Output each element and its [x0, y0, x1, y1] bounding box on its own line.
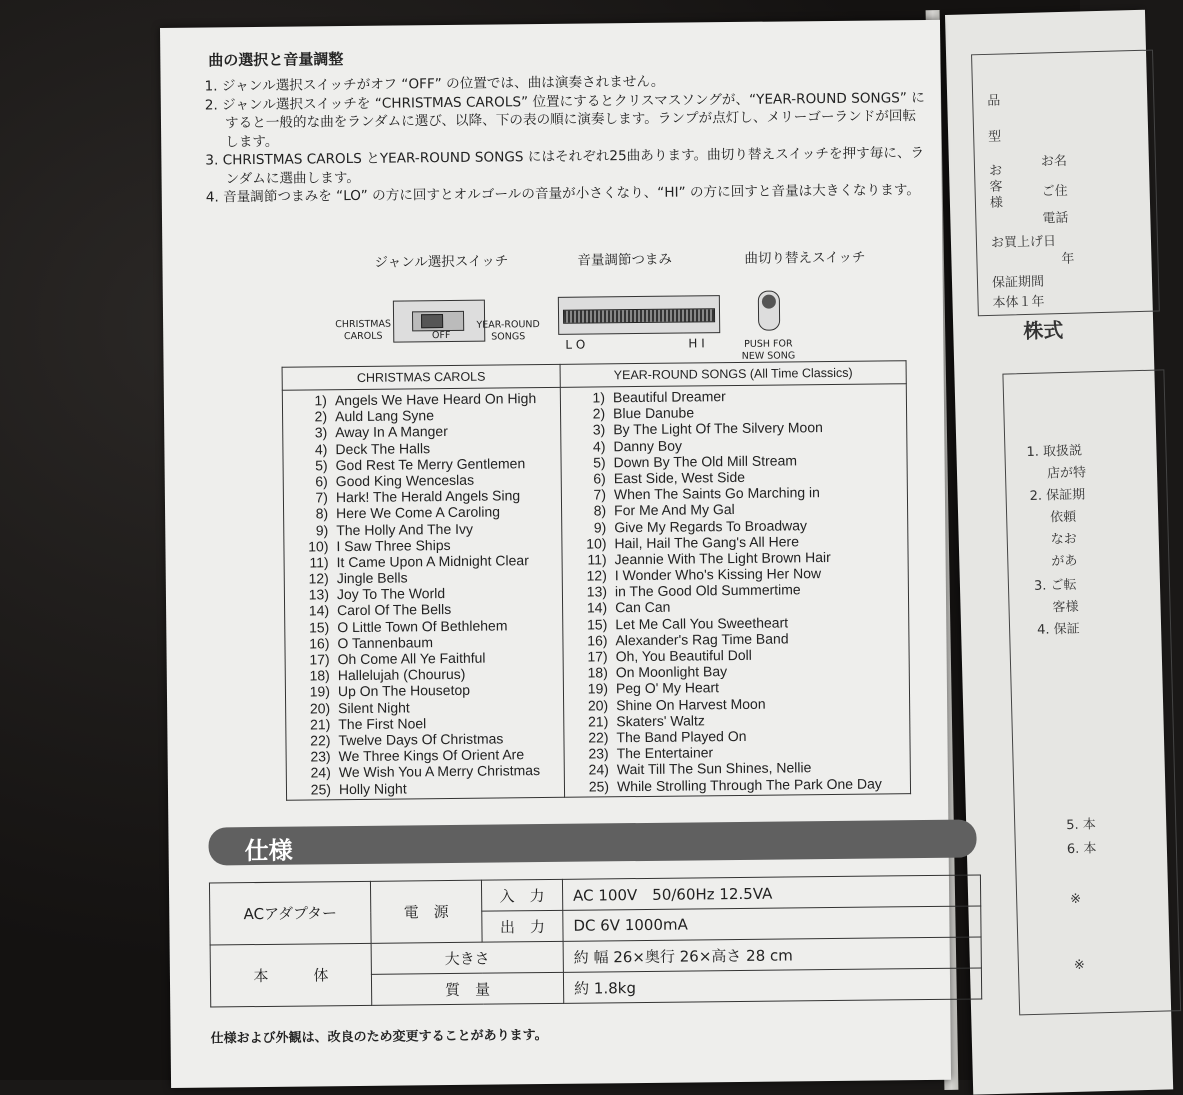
song-number: 24) [588, 761, 609, 778]
song-number: 15) [586, 615, 608, 633]
song-title: Can Can [615, 599, 671, 616]
right-label-1: 品 [987, 93, 1001, 109]
right-term-8: 客様 [1052, 599, 1079, 616]
right-label-5: ご住 [1041, 183, 1068, 200]
instruction-2: 2. ジャンル選択スイッチを “CHRISTMAS CAROLS” 位置にするとクリスマスソングが、“YEAR-ROUND SONGS” にすると一般的な曲をランダムに選び、以降、下の表の順に演奏します。ランプが点灯し、メリーゴーランドが回転します。 [204, 89, 925, 150]
song-number: 22) [588, 729, 609, 746]
right-term-4: 依頼 [1050, 509, 1077, 526]
song-title: Blue Danube [613, 404, 695, 422]
right-term-5: なお [1050, 531, 1077, 548]
song-title: Twelve Days Of Christmas [338, 730, 504, 749]
song-title: Joy To The World [336, 585, 446, 603]
right-term-3: 2. 保証期 [1029, 487, 1086, 504]
song-number: 19) [587, 680, 609, 697]
right-label-7: お買上げ日 [990, 234, 1057, 251]
spec-output-value: DC 6V 1000mA [563, 906, 981, 941]
right-label-10: 本体１年 [992, 294, 1045, 311]
song-title: When The Saints Go Marching in [613, 484, 820, 503]
push-button-dot [762, 295, 776, 309]
song-number: 12) [308, 570, 329, 587]
instruction-1: 1. ジャンル選択スイッチがオフ “OFF” の位置では、曲は演奏されません。 [204, 73, 665, 95]
spec-adapter: ACアダプター [209, 881, 371, 945]
song-table [282, 360, 912, 800]
song-title: Deck The Halls [335, 439, 431, 457]
right-label-8: 年 [1061, 251, 1075, 268]
song-title: Hail, Hail The Gang's All Here [614, 533, 800, 551]
song-title: While Strolling Through The Park One Day [616, 774, 882, 794]
volume-lo-label: L O [565, 337, 586, 352]
song-title: O Tannenbaum [337, 633, 434, 651]
pos-year-label: YEAR-ROUND SONGS [476, 319, 540, 343]
song-title: The Band Played On [616, 727, 747, 746]
pos-off-label: OFF [431, 329, 451, 342]
song-title: Holly Night [338, 779, 407, 797]
song-title: Here We Come A Caroling [336, 503, 501, 522]
right-page-terms-box [1002, 369, 1181, 1015]
right-term-2: 店が特 [1046, 465, 1087, 482]
volume-slider-track [563, 308, 715, 324]
song-title: For Me And My Gal [614, 501, 735, 519]
song-number: 25) [588, 777, 610, 795]
song-number: 20) [587, 696, 609, 714]
song-title: God Rest Te Merry Gentlemen [335, 454, 526, 473]
song-title: Give My Regards To Broadway [614, 516, 808, 535]
song-title: The Entertainer [616, 744, 714, 762]
manual-page [160, 20, 951, 1088]
song-number: 8) [593, 502, 607, 519]
song-title: Silent Night [338, 698, 410, 716]
year-round-header: YEAR-ROUND SONGS (All Time Classics) [560, 361, 906, 388]
song-number: 5) [593, 454, 606, 471]
right-term-9: 4. 保証 [1036, 621, 1080, 638]
song-number: 4) [314, 440, 328, 457]
spec-weight: 質 量 [371, 972, 563, 1005]
song-number: 6) [315, 473, 328, 490]
song-title: Good King Wenceslas [335, 471, 475, 490]
song-number: 20) [309, 699, 331, 717]
song-number: 18) [587, 664, 608, 681]
instructions [205, 70, 926, 207]
song-number: 23) [310, 748, 331, 765]
spec-title: 仕様 [244, 836, 293, 866]
spec-input: 入 力 [481, 879, 562, 911]
song-title: Away In A Manger [335, 423, 448, 441]
spec-output: 出 力 [482, 910, 563, 942]
song-number: 16) [587, 632, 608, 649]
christmas-song-11 [291, 552, 556, 571]
instruction-3: 3. CHRISTMAS CAROLS とYEAR-ROUND SONGS にはそれぞれ25曲あります。曲切り替えスイッチを押す毎に、ランダムに選曲します。 [205, 145, 925, 187]
song-number: 1) [314, 392, 327, 409]
right-term-6: があ [1051, 553, 1078, 570]
song-title: I Wonder Who's Kissing Her Now [614, 565, 822, 584]
spec-note: 仕様および外観は、改良のため変更することがあります。 [210, 1027, 548, 1047]
right-label-6: 電話 [1042, 210, 1069, 227]
right-term-12: ※ [1070, 891, 1082, 908]
song-number: 7) [593, 486, 607, 503]
song-title: Auld Lang Syne [334, 407, 435, 425]
song-title: in The Good Old Summertime [614, 581, 801, 600]
christmas-song-25 [293, 778, 558, 797]
spec-size: 大きさ [371, 941, 563, 974]
right-label-9: 保証期間 [991, 274, 1045, 291]
song-title: Carol Of The Bells [337, 601, 452, 619]
song-number: 5) [315, 457, 328, 474]
song-number: 9) [315, 521, 329, 538]
song-number: 8) [315, 505, 329, 522]
song-title: The Holly And The Ivy [336, 520, 474, 538]
song-number: 14) [586, 599, 608, 616]
song-number: 3) [314, 424, 328, 441]
song-title: Let Me Call You Sweetheart [615, 614, 789, 632]
song-number: 6) [593, 470, 606, 487]
song-number: 11) [587, 551, 607, 568]
song-title: Danny Boy [613, 437, 683, 454]
song-number: 13) [586, 583, 608, 600]
spec-heading-bar [208, 819, 976, 865]
year-round-list [560, 384, 910, 797]
song-number: 17) [587, 648, 608, 665]
right-term-11: 6. 本 [1066, 841, 1097, 858]
song-number: 24) [310, 764, 331, 781]
company-name: 株式 [1022, 318, 1064, 344]
right-label-2: 型 [988, 129, 1002, 145]
song-title: Angels We Have Heard On High [334, 390, 537, 409]
right-term-1: 1. 取扱説 [1026, 443, 1083, 461]
genre-switch-label: ジャンル選択スイッチ [374, 253, 509, 271]
pos-christmas-label: CHRISTMAS CAROLS [335, 318, 392, 343]
song-number: 18) [309, 667, 330, 684]
song-title: The First Noel [338, 715, 427, 732]
song-change-switch-label: 曲切り替えスイッチ [744, 249, 866, 267]
song-title: Jingle Bells [336, 569, 408, 587]
volume-hi-label: H I [688, 336, 705, 351]
song-number: 7) [315, 489, 329, 506]
song-title: Jeannie With The Light Brown Hair [614, 548, 831, 568]
song-number: 11) [309, 554, 329, 571]
year-round-song-25 [571, 775, 904, 795]
spec-body: 本 体 [210, 943, 372, 1007]
song-number: 10) [586, 535, 607, 552]
song-number: 2) [314, 408, 328, 425]
song-title: Oh, You Beautiful Doll [615, 646, 752, 665]
spec-table [209, 874, 982, 1007]
song-number: 10) [308, 537, 329, 555]
song-number: 21) [309, 716, 331, 733]
song-title: O Little Town Of Bethlehem [337, 617, 508, 635]
spec-weight-value: 約 1.8kg [563, 968, 981, 1003]
song-number: 12) [586, 567, 607, 584]
song-number: 15) [308, 618, 330, 636]
spec-input-value: AC 100V 50/60Hz 12.5VA [562, 875, 980, 910]
song-number: 1) [592, 389, 606, 406]
song-number: 16) [309, 635, 330, 652]
song-number: 13) [308, 586, 330, 603]
song-number: 14) [308, 602, 330, 619]
right-term-10: 5. 本 [1066, 817, 1096, 834]
song-title: On Moonlight Bay [615, 663, 728, 681]
right-term-7: 3. ご転 [1033, 577, 1077, 594]
song-number: 3) [592, 421, 606, 438]
spec-power: 電 源 [370, 880, 482, 943]
christmas-header: CHRISTMAS CAROLS [282, 364, 560, 390]
song-title: Peg O' My Heart [615, 679, 720, 697]
song-number: 22) [310, 732, 331, 749]
christmas-song-5 [290, 455, 555, 474]
push-for-new-song-label: PUSH FOR NEW SONG [741, 338, 796, 362]
song-title: We Three Kings Of Orient Are [338, 746, 525, 765]
song-title: Hark! The Herald Angels Sing [335, 487, 521, 506]
song-title: Oh Come All Ye Faithful [337, 649, 486, 668]
christmas-song-1 [289, 390, 554, 409]
song-title: Skaters' Waltz [616, 712, 705, 730]
right-label-4: お名 [1040, 153, 1068, 170]
right-label-3: お客様 [988, 163, 1004, 211]
volume-knob-label: 音量調節つまみ [577, 251, 673, 269]
song-number: 25) [310, 780, 332, 797]
song-title: Shine On Harvest Moon [616, 695, 766, 713]
section-title: 曲の選択と音量調整 [208, 50, 344, 70]
volume-knob [558, 295, 720, 335]
song-title: Alexander's Rag Time Band [615, 630, 789, 649]
song-title: By The Light Of The Silvery Moon [613, 419, 823, 438]
song-number: 4) [592, 437, 606, 455]
genre-switch-slot [412, 311, 464, 332]
genre-switch-knob [421, 314, 443, 328]
song-title: Up On The Housetop [337, 682, 471, 700]
instruction-4: 4. 音量調節つまみを “LO” の方に回すとオルゴールの音量が小さくなり、“HI” の方に回すと音量は大きくなります。 [205, 182, 920, 206]
controls-diagram [332, 245, 893, 362]
push-button [758, 291, 780, 331]
song-title: Hallelujah (Chourus) [337, 666, 466, 684]
spec-size-value: 約 幅 26×奥行 26×高さ 28 cm [563, 937, 981, 972]
right-term-13: ※ [1073, 957, 1086, 973]
song-title: We Wish You A Merry Christmas [338, 762, 541, 781]
song-title: I Saw Three Ships [336, 536, 451, 554]
christmas-song-24 [293, 762, 558, 781]
christmas-list [282, 387, 564, 800]
song-title: Down By The Old Mill Stream [613, 452, 798, 471]
song-title: It Came Upon A Midnight Clear [336, 552, 529, 571]
song-number: 19) [309, 683, 331, 700]
christmas-song-7 [290, 487, 555, 506]
song-number: 9) [593, 518, 607, 535]
song-number: 2) [592, 405, 606, 422]
song-title: East Side, West Side [613, 468, 746, 487]
song-number: 17) [309, 651, 330, 668]
song-title: Wait Till The Sun Shines, Nellie [616, 759, 812, 778]
song-title: Beautiful Dreamer [612, 388, 726, 406]
song-number: 23) [588, 745, 609, 762]
song-number: 21) [588, 713, 609, 730]
